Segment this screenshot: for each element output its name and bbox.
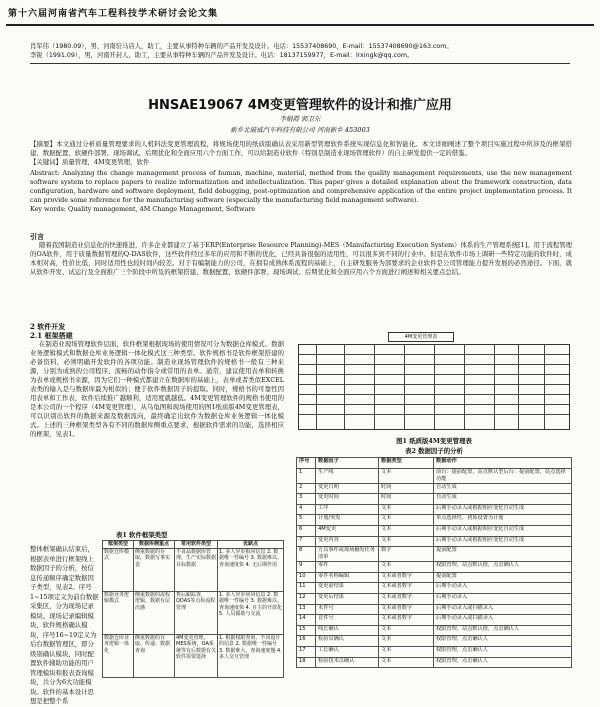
running-header: 第十六届河南省汽车工程科技学术研讨会论文集: [8, 9, 219, 19]
figure-1: [296, 332, 572, 432]
table-2-cell: 后期手动录入或根据相应变化自动生成: [434, 525, 572, 536]
table-2-cell: 万具事件或现场触发任务清单: [316, 547, 379, 562]
table-1: [102, 540, 284, 678]
figure-1-col-line: [464, 344, 465, 429]
table-2-cell: 变更前结果: [316, 583, 379, 594]
table-1-row: [103, 634, 284, 677]
table-2-cell: 工序: [316, 504, 379, 515]
table-2-cell: 文本: [379, 515, 434, 526]
table-2-row: [297, 572, 572, 583]
right-column: [296, 332, 572, 668]
figure-1-col-line: [404, 344, 405, 429]
table-2: [296, 457, 572, 668]
table-2-cell: 检验技术员确认: [316, 657, 379, 668]
intro-heading: 引言: [30, 232, 44, 241]
table-2-cell: 文本: [379, 657, 434, 668]
table-2-cell: 2: [297, 483, 316, 494]
table-2-cell: 17: [297, 646, 316, 657]
table-2-cell: 文本: [379, 646, 434, 657]
table-1-cell: 侧重数据的存取、传递、数据查询: [134, 634, 175, 677]
table-2-row: [297, 646, 572, 657]
table-2-cell: 工长确认: [316, 646, 379, 657]
table-2-cell: 检验员确认: [316, 636, 379, 647]
author-notes-rule: [30, 63, 570, 64]
figure-1-col-line: [518, 344, 519, 429]
header-rule: [6, 24, 594, 26]
table-2-cell: 末件号: [316, 604, 379, 615]
keywords-cn: 【关键词】质量管理，4M变更管理，软件: [30, 158, 150, 166]
table-2-cell: 后期手动录入: [434, 593, 572, 604]
table-2-cell: 文本或者数字: [379, 583, 434, 594]
table-2-cell: 12: [297, 593, 316, 604]
figure-1-col-line: [374, 344, 375, 429]
table-2-cell: 前台：提前配置，站点默认型后台：提前配置，站点选择功能: [434, 468, 572, 483]
intro-section: [30, 232, 572, 277]
table-2-cell: 权限管理，站点默认值，点击确认人: [434, 625, 572, 636]
table-2-cell: 7: [297, 536, 316, 547]
table-2-cell: 首件号: [316, 615, 379, 626]
table-2-row: [297, 547, 572, 562]
figure-1-caption: 图1 纸质版4M变更管理表: [396, 437, 472, 445]
table-2-header-cell: 数据类型: [379, 458, 434, 469]
table-2-row: [297, 515, 572, 526]
table-1-cell: 售后跟踪查，QDAS等点检流程管理: [175, 591, 218, 634]
table-2-row: [297, 494, 572, 505]
table-2-cell: 16: [297, 636, 316, 647]
author-note-2: 李锐（1991.09），男，河南开封人，助工，主要从事特种车辆的产品开发及设计。电话：18137159977，E-mail：lrxingk@qq.com。: [30, 52, 414, 59]
table-1-header-cell: 数据库侧重点: [134, 541, 175, 549]
table-2-cell: 8: [297, 547, 316, 562]
table-1-cell: 数据业务逻辑模式: [103, 591, 134, 634]
table-2-caption: 表2 数据因子的分析: [405, 447, 463, 455]
figure-1-col-line: [316, 344, 317, 429]
table-2-cell: 单点选择性，初始设置为计划: [434, 515, 572, 526]
keywords-en: Key words: Quality management, 4M Change Management, Software: [30, 205, 256, 213]
table-2-cell: 文本: [379, 562, 434, 573]
abstract-cn: 【摘要】本文通过分析质量管理要求的人机料法变更管理流程，将规场使用的纸质版确认表采用新型管理软件系统实现信息化和智能化。本文详细阐述了整个项目实施过程中所涉及的框架搭建、数据配置、软硬件部署、现场调试、后期优化和全面应用六个方面工作，可以给制造业软件（特别是制造业现场管理软件）的自主研发提供一定的借鉴。: [30, 140, 572, 157]
figure-1-col-line: [434, 344, 435, 429]
left-column: [30, 322, 284, 439]
table-2-row: [297, 593, 572, 604]
table-2-row: [297, 583, 572, 594]
figure-1-title-box: 4M变更管理表: [388, 332, 454, 342]
table-2-cell: 文本: [379, 504, 434, 515]
table-2-row: [297, 562, 572, 573]
table-1-header-cell: 框架类型: [103, 541, 134, 549]
table-2-cell: 变更时间: [316, 494, 379, 505]
figure-1-col-line: [494, 344, 495, 429]
table-2-cell: 计划/突发: [316, 515, 379, 526]
table-2-cell: 变更日期: [316, 483, 379, 494]
table-2-cell: 14: [297, 615, 316, 626]
table-2-cell: 零件名称编辑: [316, 572, 379, 583]
figure-1-col-line: [344, 344, 345, 429]
table-1-header-cell: 优缺点: [218, 541, 284, 549]
paper-affiliation: 新乡北破威汽车科技有限公司 河南新乡 453003: [230, 126, 370, 134]
paper-authors: 李娟霞 郭卫东: [279, 115, 321, 123]
table-2-cell: 后期手动录入: [434, 583, 572, 594]
table-2-cell: 生产线: [316, 468, 379, 483]
table-2-cell: 13: [297, 604, 316, 615]
table-2-cell: 10: [297, 572, 316, 583]
author-notes: [30, 42, 572, 64]
table-2-cell: 后期手动录入或扫描录入: [434, 615, 572, 626]
table-2-cell: 18: [297, 657, 316, 668]
author-note-1: 肖军伟（1980.09），男，河南驻马店人，助工，主要从事特种车辆的产品开发及设计。电话：15537408690，E-mail：15537408690@163.com。: [30, 43, 453, 50]
table-2-row: [297, 536, 572, 547]
table-1-cell: 数据仓库业务逻辑一体化: [103, 634, 134, 677]
table-2-cell: 变更后结果: [316, 593, 379, 604]
table-2-cell: 后期手动录入或根据相应变化自动生成: [434, 536, 572, 547]
frame-text-2: 整体框架确认结束后，根据表单进行框架线上数据因子的分析，按信息传递顺序确定数据因子类型，见表2。序号1~15项定义为前台数据采集区，分为现场记录模块、现场记录编辑模块、软件规格确认模块，序号16~19定义为后台数据管理区，即分级别确认模块，同时配置软件辅助功能的用户管理模块和报表查询模块，共分为6大功能模块。软件的基本设计思想是把整个系: [30, 545, 99, 705]
table-1-caption: 表1 软件框架类型: [116, 531, 168, 539]
table-2-header-row: [297, 458, 572, 469]
table-2-row: [297, 604, 572, 615]
table-2-cell: 文本: [379, 536, 434, 547]
table-2-header-cell: 数据动作: [434, 458, 572, 469]
table-1-header-row: [103, 541, 284, 549]
frame-heading: 2.1 框架搭建: [30, 331, 73, 340]
table-1-row: [103, 591, 284, 634]
table-2-cell: 6: [297, 525, 316, 536]
table-1-cell: 数据仓库模式: [103, 548, 134, 591]
table-2-cell: 权限管理，点击确认人: [434, 636, 572, 647]
table-2-cell: 5: [297, 515, 316, 526]
table-2-cell: 提前配置: [434, 572, 572, 583]
table-2-header-cell: 数据因子: [316, 458, 379, 469]
table-2-cell: 1: [297, 468, 316, 483]
table-2-cell: 文本或者数字: [379, 593, 434, 604]
table-1-cell: 1. 多人异步同同信息 2. 数据唯一性编号 3. 数据难以、查询速度快 4. 自主的开放化 5. 人员援助与交流: [218, 591, 284, 634]
table-2-cell: 线长确认: [316, 625, 379, 636]
table-1-cell: 4M变更管理，MES系统，OA系统等有后数据有关软件需要选择: [175, 634, 218, 677]
table-1-cell: 不良品数据库管理，生产实际数据目标数据: [175, 548, 218, 591]
dev-heading: 2 软件开发: [30, 322, 66, 331]
table-2-cell: 权限管理，点击确认人: [434, 646, 572, 657]
table-2-cell: 时间: [379, 483, 434, 494]
table-2-body: [297, 468, 572, 668]
left-column-lower: [30, 545, 100, 707]
table-2-cell: 后期手动录入或根据相应变化自动生成: [434, 504, 572, 515]
table-1-cell: 1. 多人异步相同信息 2. 数据唯一性编号 3. 数据难以、查询速度快 4. 无后期作用: [218, 548, 284, 591]
table-2-cell: 提前配置: [434, 547, 572, 562]
table-2-row: [297, 615, 572, 626]
figure-1-col-line: [544, 344, 545, 429]
table-1-cell: 侧重数据的存取，数据写事实表: [134, 548, 175, 591]
table-2-cell: 自动生成: [434, 494, 572, 505]
table-2-cell: 文本: [379, 525, 434, 536]
table-2-header-cell: 序号: [297, 458, 316, 469]
table-2-cell: 文本: [379, 636, 434, 647]
table-2-cell: 文本或者数字: [379, 572, 434, 583]
table-1-header-cell: 常用软件类型: [175, 541, 218, 549]
table-2-cell: 时间: [379, 494, 434, 505]
table-2-row: [297, 483, 572, 494]
table-2-row: [297, 468, 572, 483]
table-2-cell: 文本或者数字: [379, 615, 434, 626]
table-2-cell: 文本: [379, 625, 434, 636]
table-2-cell: 后期手动录入或扫描录入: [434, 604, 572, 615]
table-2-cell: 自动生成: [434, 483, 572, 494]
table-1-row: [103, 548, 284, 591]
table-1-cell: 侧重数据的流程逻辑，数据有层次感: [134, 591, 175, 634]
table-2-cell: 变更内容: [316, 536, 379, 547]
table-2-cell: 权限管理，点击确认人: [434, 657, 572, 668]
table-2-row: [297, 525, 572, 536]
table-2-cell: 15: [297, 625, 316, 636]
table-2-cell: 4M变更: [316, 525, 379, 536]
table-2-row: [297, 657, 572, 668]
table-2-cell: 9: [297, 562, 316, 573]
table-2-row: [297, 504, 572, 515]
abstract-block: [30, 140, 572, 214]
table-2-row: [297, 625, 572, 636]
table-2-cell: 数字: [379, 547, 434, 562]
frame-text: 在制造业现场管理软件层面，软件框架根据现场的使用情况可分为数据仓库模式、数据业务逻辑模式和数据仓库业务逻辑一体化模式这三种类型。软件规格书是软件框架搭建的必备资料，必须明确开发软件的各项功能。制造业现场管理软件的规格书一般有三种来源，分别为成熟的公司程序、流畅的动作指令或常用的表单。通常，建议使用表单和转换为表单或规格书来源，因为它们一种模式都建立在数据库的基础上，表单或者类似EXCEL表类的输入是与数据库最为相似的；便于软件数据因子的提取。同时，规格书的可靠性因用表单和工作表，软件后续推广越顺利，适用度就越低。4M变更管理软件的规格书使用的是本公司的一个程序（4M变更管理），从乌龟图和现场使用的图1纸质版4M变更管理表，可以识别出软件的数据来源及数据流向，最终确定出软件为数据仓库业务逻辑一体化模式。上述的三种框架类型各有不同的数据库侧重点要求，根据软件需求的功能，选择相应的框架，见表1。: [30, 340, 284, 438]
paper-title: HNSAE19067 4M变更管理软件的设计和推广应用: [148, 98, 452, 113]
table-1-body: [103, 548, 284, 677]
table-2-cell: 权限管理，站点默认值，点击确认人: [434, 562, 572, 573]
table-2-cell: 11: [297, 583, 316, 594]
table-2-cell: 4: [297, 504, 316, 515]
table-2-cell: 文本: [379, 468, 434, 483]
intro-text: 随着我国制造业信息化的快速推进，许多企业都建立了基于ERP(Enterprise Resource Planning)-MES（Manufacturing Execution System）体系的生产管理系统[1]。用于流程管理的OA软件，用于质量数据管理的Q-DAS软件，这些软件经过多年的应用和不断的优化，已经具备很强的适用性，可以很多到不同的行业中。但是在软件市场上调研一些特定功能的软件时，成本相对高，性价比低，同时适用性也较时间内较差。对于有编制能力的公司，在拥有成熟体系流程的基础上，自主研发服务为部要求的企业软件是公司管理能力提升发展的必然途径。下面，就从软件开发、试运行及全面推广三个阶段中所及的框架搭建、数据配置、软硬件部署、现场调试、后期优化和全面应用六个方面进行阐述和相关要点总结。: [30, 241, 572, 276]
table-2-cell: 文本或者数字: [379, 604, 434, 615]
abstract-en: Abstract: Analyzing the change management process of human, machine, material, method from the quality management requirements, use the new management software system to replace papers to realize informatization and intellectualization. This paper gives a detailed explanation about the framework construction, data configuration, hardware and software deployment, field debugging, post-optimization and comprehensive application of the entire project implementation process. It can provide some reference for the manufacturing software (especially the manufacturing field management software).: [30, 169, 572, 204]
table-2-cell: 零件: [316, 562, 379, 573]
table-2-row: [297, 636, 572, 647]
table-1-cell: 1. 根据权限查询、不同设计的信息 2. 数据唯一性编号 3. 数据难大、查询速度慢 4. 多人交互管理: [218, 634, 284, 677]
table-2-cell: 3: [297, 494, 316, 505]
